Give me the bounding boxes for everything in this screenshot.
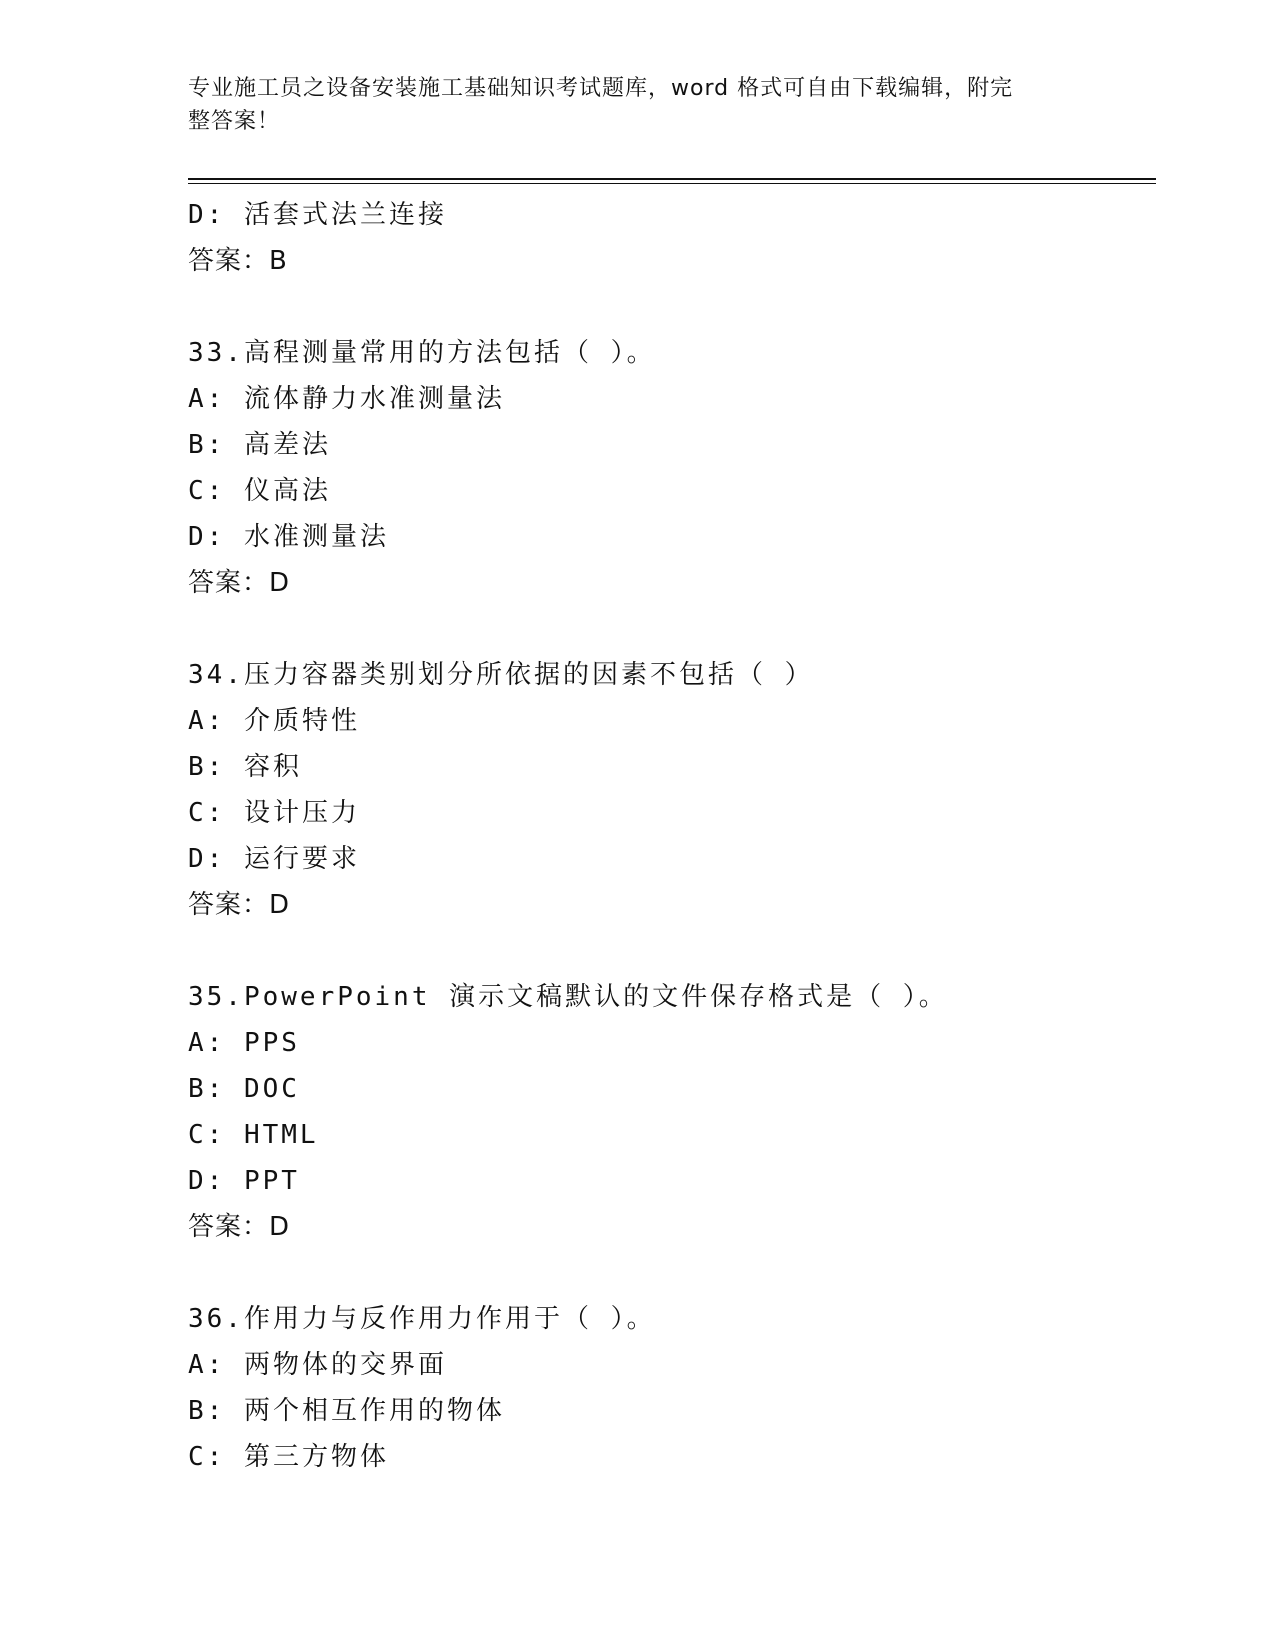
option-line: B: 容积 [188,752,302,782]
answer-line: 答案：D [188,890,291,920]
option-line: C: HTML [188,1120,319,1150]
header-rule-thin [188,183,1156,184]
spacer [188,284,1156,330]
question-content [188,192,1156,1480]
header-rule-thick [188,178,1156,180]
spacer [188,606,1156,652]
question-line: 36.作用力与反作用力作用于（ ）。 [188,1304,656,1334]
question-line: 34.压力容器类别划分所依据的因素不包括（ ） [188,660,814,690]
option-line: B: 两个相互作用的物体 [188,1396,505,1426]
option-line: A: 介质特性 [188,706,360,736]
question-line: 35.PowerPoint 演示文稿默认的文件保存格式是（ ）。 [188,982,948,1012]
option-line: B: 高差法 [188,430,331,460]
option-line: C: 设计压力 [188,798,360,828]
document-header: 专业施工员之设备安装施工基础知识考试题库，word 格式可自由下载编辑，附完 整答案！ [188,76,1014,134]
option-line: C: 第三方物体 [188,1442,389,1472]
option-line: B: DOC [188,1074,300,1104]
option-line: D: 水准测量法 [188,522,389,552]
spacer [188,928,1156,974]
option-line: A: 两物体的交界面 [188,1350,447,1380]
option-line: D: PPT [188,1166,300,1196]
option-line: D: 活套式法兰连接 [188,200,447,230]
answer-line: 答案：D [188,1212,291,1242]
answer-line: 答案：B [188,246,288,276]
answer-line: 答案：D [188,568,291,598]
option-line: D: 运行要求 [188,844,360,874]
option-line: A: PPS [188,1028,300,1058]
question-line: 33.高程测量常用的方法包括（ ）。 [188,338,656,368]
option-line: A: 流体静力水准测量法 [188,384,505,414]
spacer [188,1250,1156,1296]
option-line: C: 仪高法 [188,476,331,506]
